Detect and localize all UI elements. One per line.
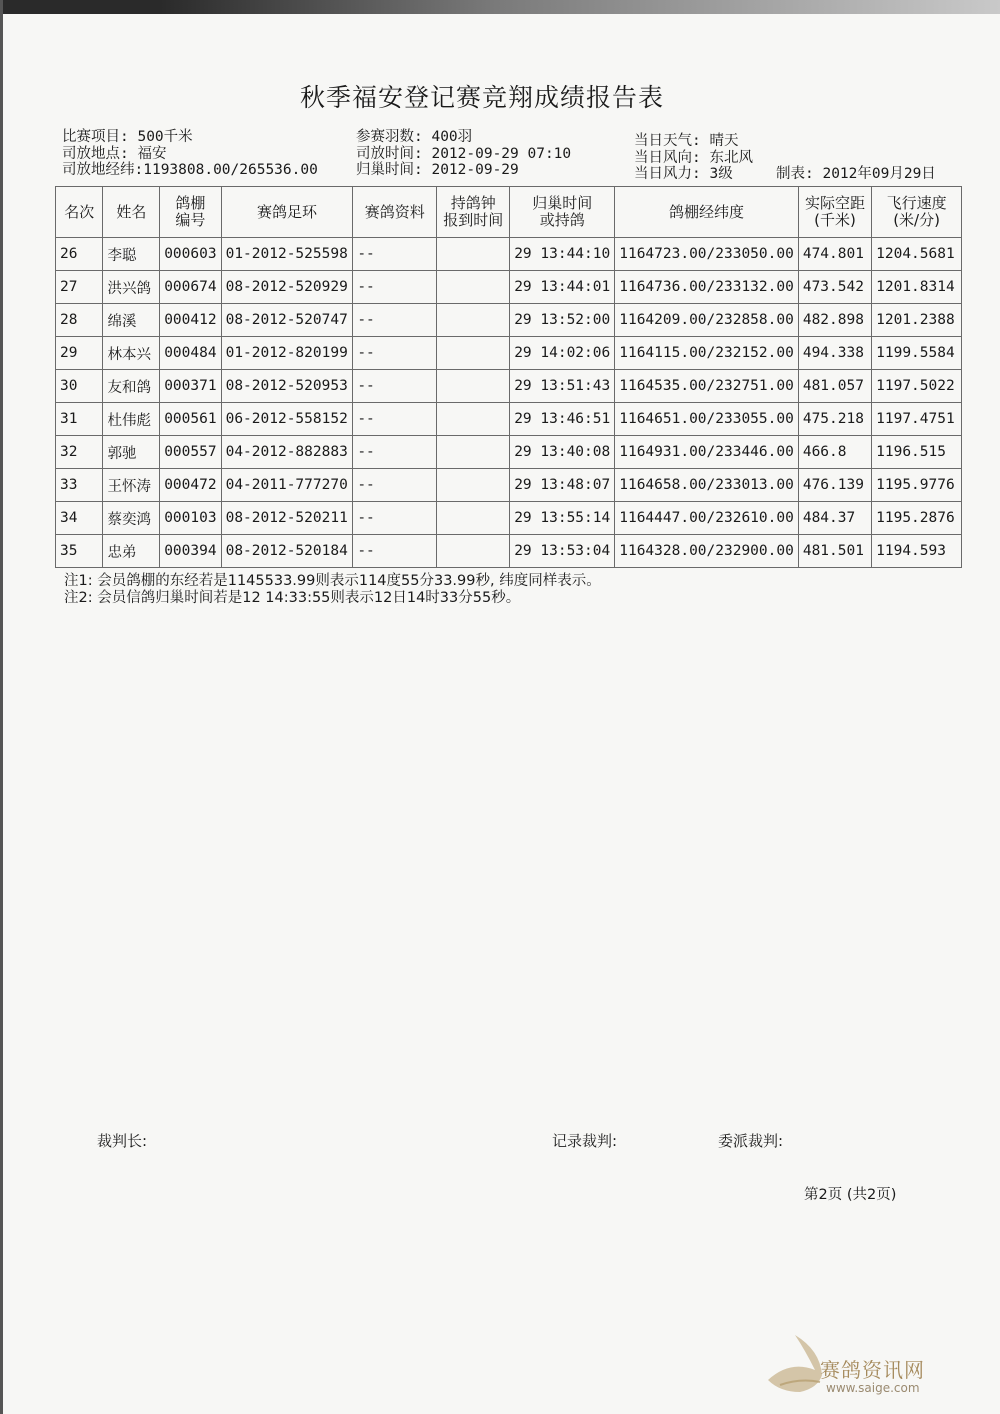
cell-info: -- [353, 304, 437, 337]
wind-direction-label: 当日风向: [634, 150, 701, 166]
cell-rank: 31 [56, 403, 103, 436]
race-item-value: 500千米 [137, 129, 193, 145]
cell-info: -- [353, 436, 437, 469]
cell-arrival: 29 13:55:14 [510, 502, 615, 535]
cell-loft: 000103 [160, 502, 221, 535]
watermark-site-name: 赛鸽资讯网 [820, 1358, 925, 1382]
header-loft-coords: 鸽棚经纬度 [615, 187, 799, 238]
race-item-label: 比赛项目: [62, 129, 129, 145]
cell-speed: 1204.5681 [872, 238, 962, 271]
cell-loft: 000557 [160, 436, 221, 469]
cell-name: 郭驰 [103, 436, 160, 469]
cell-distance: 466.8 [798, 436, 871, 469]
cell-coords: 1164535.00/232751.00 [615, 370, 799, 403]
cell-info: -- [353, 502, 437, 535]
cell-name: 忠弟 [103, 535, 160, 568]
meta-weather [634, 133, 738, 149]
cell-arrival: 29 13:46:51 [510, 403, 615, 436]
cell-ring: 08-2012-520211 [221, 502, 353, 535]
meta-release-coords [62, 162, 318, 178]
cell-loft: 000561 [160, 403, 221, 436]
cell-clock [437, 469, 510, 502]
cell-clock [437, 502, 510, 535]
cell-loft: 000412 [160, 304, 221, 337]
cell-distance: 494.338 [798, 337, 871, 370]
cell-ring: 06-2012-558152 [221, 403, 353, 436]
meta-entries [356, 129, 472, 145]
page-number: 第2页 (共2页) [804, 1187, 897, 1203]
cell-speed: 1199.5584 [872, 337, 962, 370]
meta-race-item [62, 129, 193, 145]
cell-rank: 27 [56, 271, 103, 304]
cell-speed: 1195.2876 [872, 502, 962, 535]
cell-coords: 1164736.00/233132.00 [615, 271, 799, 304]
watermark-url: www.saige.com [826, 1381, 920, 1395]
header-distance: 实际空距 (千米) [798, 187, 871, 238]
table-row [56, 238, 962, 271]
return-time-label: 归巢时间: [356, 162, 423, 178]
cell-loft: 000394 [160, 535, 221, 568]
header-rank: 名次 [56, 187, 103, 238]
footnote-2: 注2: 会员信鸽归巢时间若是12 14:33:55则表示12日14时33分55秒。 [64, 590, 521, 606]
cell-clock [437, 535, 510, 568]
meta-wind-direction [634, 150, 753, 166]
cell-ring: 08-2012-520184 [221, 535, 353, 568]
cell-ring: 04-2011-777270 [221, 469, 353, 502]
cell-clock [437, 370, 510, 403]
table-row [56, 370, 962, 403]
cell-rank: 29 [56, 337, 103, 370]
release-coords-value: 1193808.00/265536.00 [143, 162, 318, 178]
cell-name: 王怀涛 [103, 469, 160, 502]
cell-info: -- [353, 370, 437, 403]
cell-rank: 28 [56, 304, 103, 337]
made-value: 2012年09月29日 [822, 166, 936, 182]
cell-arrival: 29 14:02:06 [510, 337, 615, 370]
release-time-value: 2012-09-29 07:10 [431, 146, 572, 162]
entries-label: 参赛羽数: [356, 129, 423, 145]
table-row [56, 304, 962, 337]
cell-speed: 1201.2388 [872, 304, 962, 337]
wind-direction-value: 东北风 [709, 150, 753, 166]
cell-arrival: 29 13:53:04 [510, 535, 615, 568]
weather-value: 晴天 [709, 133, 739, 149]
cell-info: -- [353, 403, 437, 436]
table-row [56, 337, 962, 370]
return-time-value: 2012-09-29 [431, 162, 519, 178]
header-ring: 赛鸽足环 [221, 187, 353, 238]
cell-clock [437, 271, 510, 304]
cell-distance: 481.501 [798, 535, 871, 568]
cell-distance: 474.801 [798, 238, 871, 271]
cell-ring: 01-2012-820199 [221, 337, 353, 370]
cell-rank: 32 [56, 436, 103, 469]
cell-name: 李聪 [103, 238, 160, 271]
table-body [56, 238, 962, 568]
cell-info: -- [353, 535, 437, 568]
cell-loft: 000472 [160, 469, 221, 502]
header-pigeon-info: 赛鸽资料 [353, 187, 437, 238]
footnote-1: 注1: 会员鸽棚的东经若是1145533.99则表示114度55分33.99秒, 纬度同样表示。 [64, 573, 601, 589]
header-speed: 飞行速度 (米/分) [872, 187, 962, 238]
cell-arrival: 29 13:51:43 [510, 370, 615, 403]
scan-edge-top [0, 0, 1000, 14]
meta-made-date [776, 166, 936, 182]
cell-rank: 35 [56, 535, 103, 568]
cell-distance: 476.139 [798, 469, 871, 502]
cell-loft: 000603 [160, 238, 221, 271]
cell-name: 绵溪 [103, 304, 160, 337]
cell-speed: 1201.8314 [872, 271, 962, 304]
cell-name: 洪兴鸽 [103, 271, 160, 304]
cell-distance: 482.898 [798, 304, 871, 337]
footnotes [64, 573, 601, 607]
cell-coords: 1164723.00/233050.00 [615, 238, 799, 271]
chief-judge-signature: 裁判长: [97, 1132, 148, 1150]
release-place-value: 福安 [137, 146, 167, 162]
cell-coords: 1164115.00/232152.00 [615, 337, 799, 370]
cell-arrival: 29 13:52:00 [510, 304, 615, 337]
cell-info: -- [353, 238, 437, 271]
cell-loft: 000371 [160, 370, 221, 403]
record-judge-signature: 记录裁判: [552, 1132, 618, 1150]
table-header-row [56, 187, 962, 238]
cell-speed: 1195.9776 [872, 469, 962, 502]
cell-coords: 1164447.00/232610.00 [615, 502, 799, 535]
table-row [56, 436, 962, 469]
header-name: 姓名 [103, 187, 160, 238]
appointed-judge-signature: 委派裁判: [718, 1132, 784, 1150]
cell-info: -- [353, 469, 437, 502]
table-row [56, 403, 962, 436]
cell-ring: 01-2012-525598 [221, 238, 353, 271]
cell-rank: 26 [56, 238, 103, 271]
table-row [56, 535, 962, 568]
cell-name: 蔡奕鸿 [103, 502, 160, 535]
cell-name: 杜伟彪 [103, 403, 160, 436]
page-title: 秋季福安登记赛竞翔成绩报告表 [299, 83, 664, 112]
cell-speed: 1197.4751 [872, 403, 962, 436]
cell-ring: 08-2012-520929 [221, 271, 353, 304]
meta-release-place [62, 146, 166, 162]
cell-coords: 1164328.00/232900.00 [615, 535, 799, 568]
cell-clock [437, 304, 510, 337]
wind-force-label: 当日风力: [634, 166, 701, 182]
cell-speed: 1196.515 [872, 436, 962, 469]
cell-name: 林本兴 [103, 337, 160, 370]
cell-arrival: 29 13:48:07 [510, 469, 615, 502]
cell-info: -- [353, 337, 437, 370]
cell-clock [437, 238, 510, 271]
cell-ring: 08-2012-520953 [221, 370, 353, 403]
wind-force-value: 3级 [709, 166, 733, 182]
cell-coords: 1164209.00/232858.00 [615, 304, 799, 337]
cell-rank: 34 [56, 502, 103, 535]
cell-name: 友和鸽 [103, 370, 160, 403]
cell-coords: 1164651.00/233055.00 [615, 403, 799, 436]
cell-clock [437, 436, 510, 469]
cell-ring: 04-2012-882883 [221, 436, 353, 469]
cell-distance: 475.218 [798, 403, 871, 436]
table-row [56, 469, 962, 502]
cell-arrival: 29 13:44:10 [510, 238, 615, 271]
meta-release-time [356, 146, 571, 162]
weather-label: 当日天气: [634, 133, 701, 149]
header-clock-time: 持鸽钟 报到时间 [437, 187, 510, 238]
cell-distance: 484.37 [798, 502, 871, 535]
results-table [55, 186, 962, 568]
cell-speed: 1194.593 [872, 535, 962, 568]
cell-distance: 473.542 [798, 271, 871, 304]
table-row [56, 271, 962, 304]
meta-return-time [356, 162, 519, 178]
cell-loft: 000674 [160, 271, 221, 304]
made-label: 制表: [776, 166, 814, 182]
cell-distance: 481.057 [798, 370, 871, 403]
cell-coords: 1164931.00/233446.00 [615, 436, 799, 469]
cell-ring: 08-2012-520747 [221, 304, 353, 337]
entries-value: 400羽 [431, 129, 473, 145]
cell-clock [437, 337, 510, 370]
release-coords-label: 司放地经纬: [62, 162, 144, 178]
release-time-label: 司放时间: [356, 146, 423, 162]
cell-rank: 30 [56, 370, 103, 403]
cell-clock [437, 403, 510, 436]
release-place-label: 司放地点: [62, 146, 129, 162]
header-loft-number: 鸽棚 编号 [160, 187, 221, 238]
cell-loft: 000484 [160, 337, 221, 370]
cell-coords: 1164658.00/233013.00 [615, 469, 799, 502]
cell-arrival: 29 13:44:01 [510, 271, 615, 304]
header-arrival-time: 归巢时间 或持鸽 [510, 187, 615, 238]
cell-info: -- [353, 271, 437, 304]
table-row [56, 502, 962, 535]
meta-wind-force [634, 166, 733, 182]
cell-speed: 1197.5022 [872, 370, 962, 403]
cell-arrival: 29 13:40:08 [510, 436, 615, 469]
scan-edge-left [0, 0, 3, 1414]
cell-rank: 33 [56, 469, 103, 502]
